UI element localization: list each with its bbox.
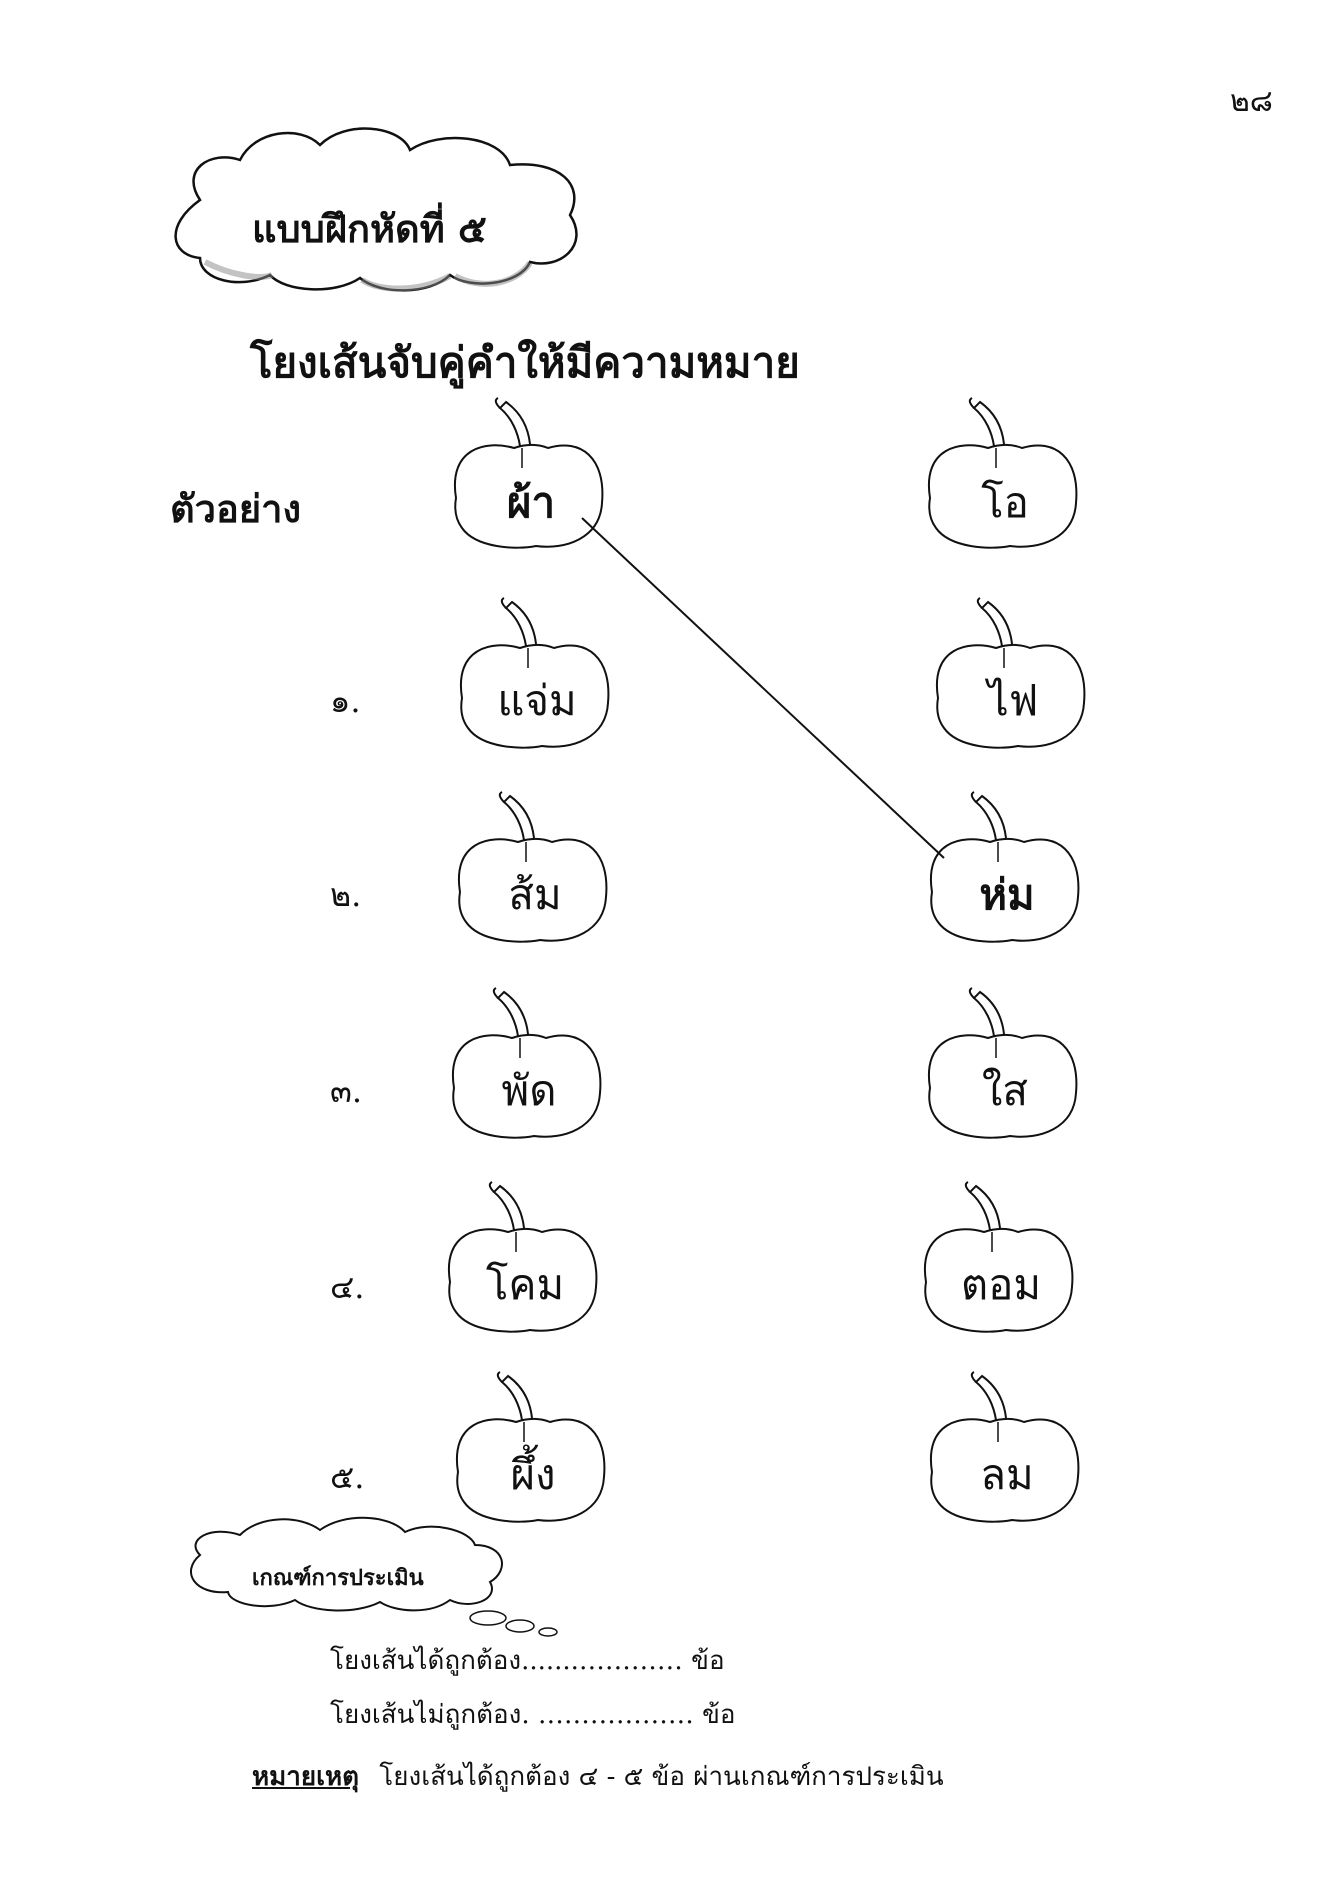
criteria-incorrect-line: โยงเส้นไม่ถูกต้อง. ……………… ข้อ xyxy=(330,1700,736,1730)
example-right-word: โอ xyxy=(981,478,1029,527)
item-3-right-word[interactable]: ใส xyxy=(981,1066,1029,1115)
item-5-right-word[interactable]: ลม xyxy=(980,1450,1034,1499)
item-4-left-word[interactable]: โคม xyxy=(485,1260,565,1309)
example-connection-line xyxy=(582,518,944,858)
item-5-number: ๕. xyxy=(330,1458,365,1496)
item-3-number: ๓. xyxy=(330,1072,363,1110)
item-4-right-word[interactable]: ตอม xyxy=(960,1260,1042,1309)
item-2-right-word[interactable]: ห่ม xyxy=(979,870,1035,919)
note-label: หมายเหตุ xyxy=(252,1762,360,1792)
item-4-number: ๔. xyxy=(330,1268,365,1306)
criteria-title: เกณฑ์การประเมิน xyxy=(252,1565,424,1591)
item-2-number: ๒. xyxy=(330,876,362,914)
instruction-text: โยงเส้นจับคู่คำให้มีความหมาย xyxy=(250,338,800,387)
item-2-left-word[interactable]: ส้ม xyxy=(508,870,562,919)
note xyxy=(252,1756,944,1797)
example-left-word: ผ้า xyxy=(506,478,556,527)
note-text: โยงเส้นได้ถูกต้อง ๔ - ๕ ข้อ ผ่านเกณฑ์การประเมิน xyxy=(379,1762,944,1792)
item-3-left-word[interactable]: พัด xyxy=(501,1066,557,1115)
item-1-right-word[interactable]: ไฟ xyxy=(987,676,1039,725)
example-label: ตัวอย่าง xyxy=(170,486,301,531)
item-1-number: ๑. xyxy=(330,682,361,720)
page-number: ๒๘ xyxy=(1230,84,1273,119)
criteria-correct-line: โยงเส้นได้ถูกต้อง.......………… ข้อ xyxy=(330,1646,725,1676)
item-1-left-word[interactable]: แจ่ม xyxy=(497,676,577,725)
item-5-left-word[interactable]: ผึ้ง xyxy=(510,1450,556,1499)
exercise-title: แบบฝึกหัดที่ ๕ xyxy=(252,206,487,251)
